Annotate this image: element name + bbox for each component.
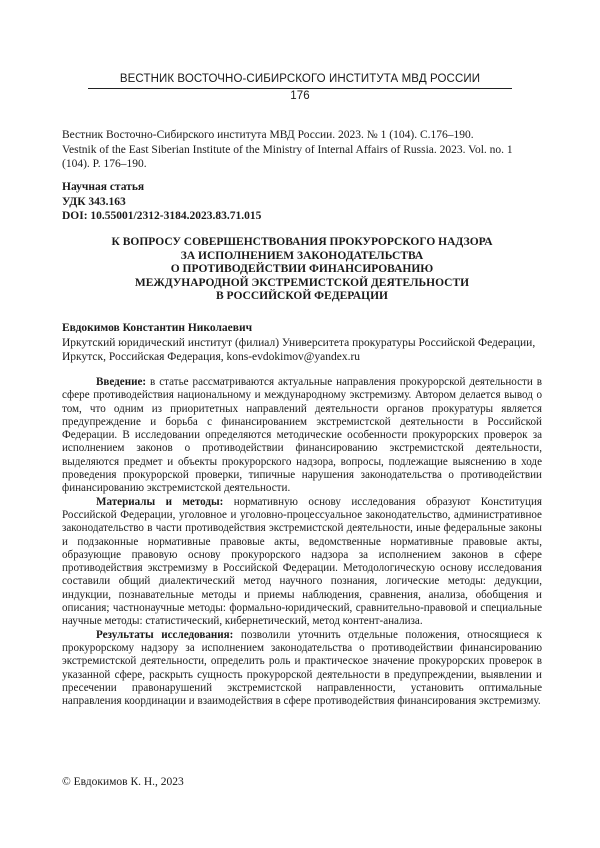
intro-text: в статье рассматриваются актуальные направления прокурорской деятельности в сфере противодействия национальному и международному экстремизму. Автором делается вывод о том, что одним из приоритетных направлений деятельности органов прокуратуры является предупреждение и борьба с финансированием экстремистской деятельности в Российской Федерации. В исследовании определяются методические особенности прокурорских проверок за исполнением законов о противодействии финансированию экстремистской деятельности, выделяются предмет и объекты прокурорского надзора, вопросы, подлежащие выяснению в ходе проведения прокурорской проверки, типичные нарушения законодательства о противодействии финансированию экстремистской деятельности. [62, 376, 542, 495]
author-affiliation: Иркутский юридический институт (филиал) Университета прокуратуры Российской Федерации, Иркутск, Российская Федерация, kons-evdokimov@yandex.ru [62, 336, 536, 364]
article-meta [62, 180, 542, 224]
article-type: Научная статья [62, 181, 145, 193]
copyright-notice: © Евдокимов К. Н., 2023 [62, 776, 184, 788]
doi: DOI: 10.55001/2312-3184.2023.83.71.015 [62, 210, 262, 223]
journal-title: ВЕСТНИК ВОСТОЧНО-СИБИРСКОГО ИНСТИТУТА МВД РОССИИ [119, 73, 481, 85]
methods-label: Материалы и методы: [96, 495, 224, 508]
title-line: МЕЖДУНАРОДНОЙ ЭКСТРЕМИСТСКОЙ ДЕЯТЕЛЬНОСТИ [134, 276, 470, 289]
citation-en: Vestnik of the East Siberian Institute of the Ministry of Internal Affairs of Russia. 2023. Vol. no. 1 (104). P. 176–190. [62, 143, 513, 171]
abstract-results [62, 629, 542, 709]
intro-label: Введение: [96, 376, 147, 388]
title-line: ЗА ИСПОЛНЕНИЕМ ЗАКОНОДАТЕЛЬСТВА [180, 249, 424, 262]
running-header [0, 72, 600, 104]
author-block [62, 321, 542, 365]
title-line: О ПРОТИВОДЕЙСТВИИ ФИНАНСИРОВАНИЮ [170, 263, 434, 275]
citation-ru: Вестник Восточно-Сибирского института МВД России. 2023. № 1 (104). С.176–190. [62, 129, 474, 141]
citation-block [62, 128, 542, 172]
abstract [62, 376, 542, 708]
abstract-methods [62, 496, 542, 629]
results-text: позволили уточнить отдельные положения, относящиеся к прокурорскому надзору за исполнением законодательства о противодействии финансированию экстремистской деятельности, определить роль и практическое значение прокурорских проверок в указанной сфере, раскрыть сущность прокурорской деятельности в предупреждении, выявлении и пресечении правонарушений экстремистской направленности, установить оптимальные направления координации и взаимодействия в сфере противодействия финансирования экстремизму. [62, 628, 542, 708]
article-title [62, 236, 542, 304]
author-name: Евдокимов Константин Николаевич [62, 322, 253, 334]
title-line: К ВОПРОСУ СОВЕРШЕНСТВОВАНИЯ ПРОКУРОРСКОГО НАДЗОРА [111, 236, 493, 248]
udc-code: УДК 343.163 [62, 195, 126, 208]
title-line: В РОССИЙСКОЙ ФЕДЕРАЦИИ [215, 290, 389, 302]
results-label: Результаты исследования: [96, 628, 234, 641]
methods-text: нормативную основу исследования образуют Конституция Российской Федерации, уголовное и уголовно-процессуальное законодательство, административное законодательство в части противодействия экстремистской деятельности, иные федеральные законы и подзаконные нормативные правовые акты, ведомственные нормативные правовые акты, образующие правовую основу прокурорского надзора за исполнением законов в сфере противодействия экстремизму в Российской Федерации. Методологическую основу исследования составили общий диалектический метод научного познания, логические методы: дедукции, индукции, познавательные методы и приемы наблюдения, сравнения, анализа, обобщения и описания; частнонаучные методы: формально-юридический, сравнительно-правовой и специальные научные методы: статистический, кибернетический, метод контент-анализа. [62, 495, 542, 628]
page-number: 176 [290, 90, 310, 102]
abstract-introduction [62, 376, 542, 496]
